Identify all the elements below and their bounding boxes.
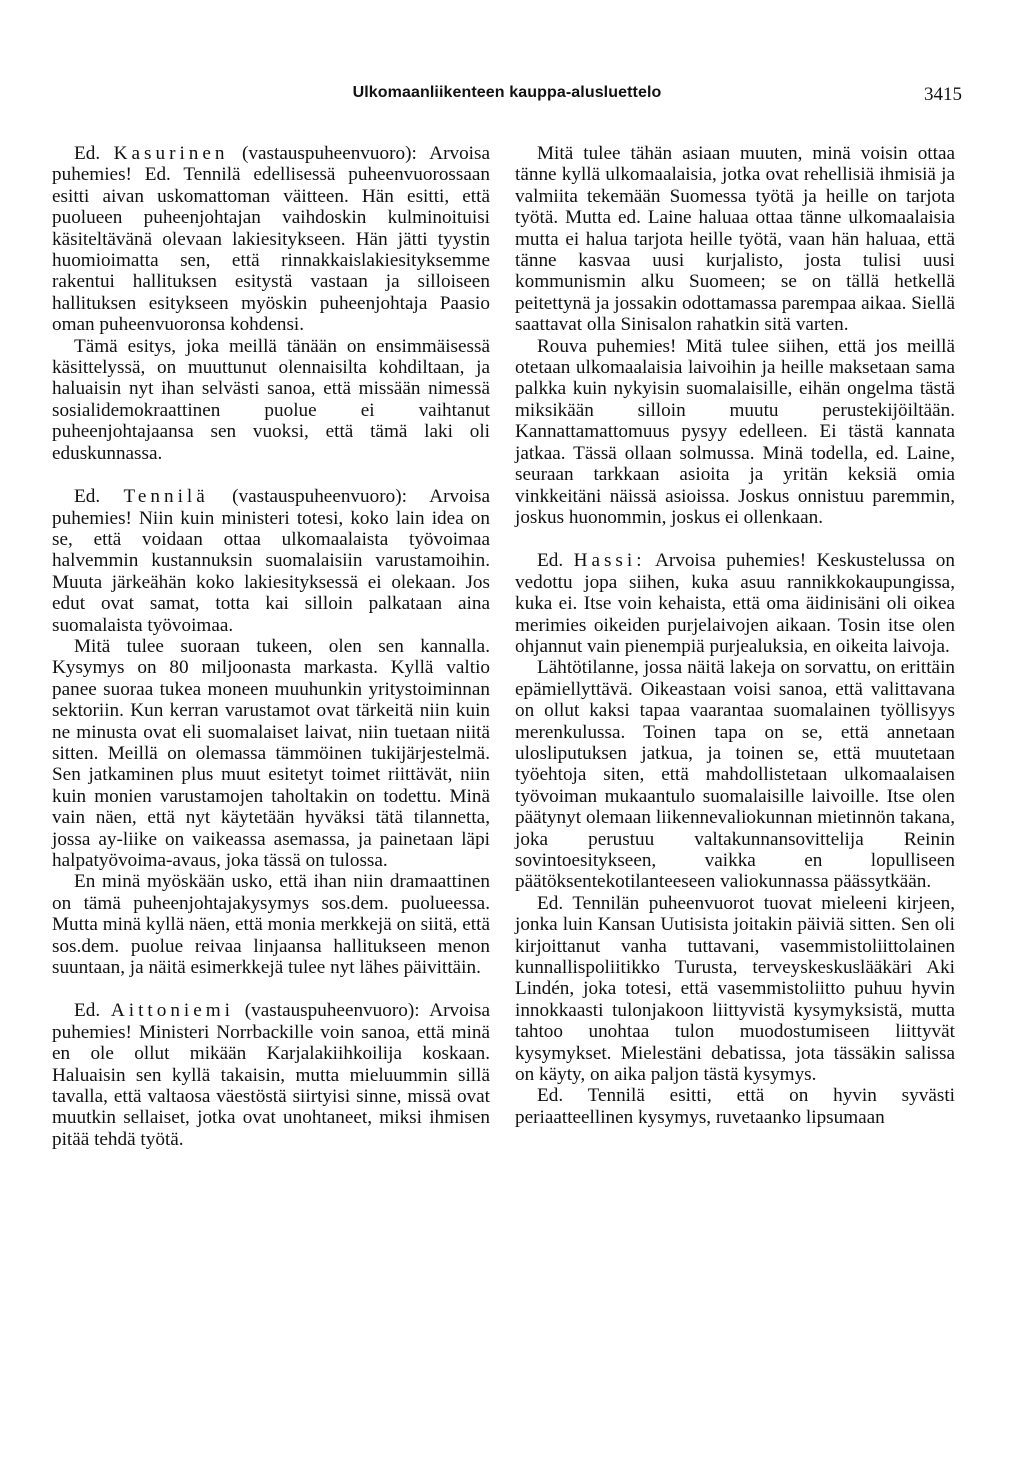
speech-kasurinen [52,143,490,336]
running-header [52,84,962,110]
speech-text: (vastauspuheenvuoro): Arvoisa puhemies! Ed. Tennilä edellisessä puheenvuorossaan esitti aivan uskomattoman väitteen. Hän esitti, että puolueen puheenjohtajan vaihdoskin kulminoituisi käsiteltävänä olevaan lakiesitykseen. Hän jätti tyystin huomioimatta sen, että rinnakkaislakiesityksemme rakentui hallituksen esitystä vastaan ja silloiseen hallituksen esitykseen myöskin puheenjohtaja Paasio oman puheenvuoronsa kohdensi. [52,143,490,336]
speaker-name: Kasurinen [113,143,229,164]
paragraph: Lähtötilanne, jossa näitä lakeja on sorvattu, on erittäin epämiellyttävä. Oikeastaan voisi sanoa, että valittavana on ollut kaksi tapaa vaarantaa suomalainen työllisyys merenkulussa. Toinen tapa on se, että annetaan ulosliputuksen jatkua, ja toinen se, että muutetaan työehtoja siten, että mahdollistetaan ulkomaalaisen työvoiman mukaantulo suomalaisille laivoille. Itse olen päätynyt olemaan liikennevaliokunnan mietinnön takana, joka perustuu valtakunnansovittelija Reinin sovintoesitykseen, vaikka en lopulliseen päätöksentekotilanteeseen valiokunnassa päässytkään. [515,657,955,893]
speaker-prefix: Ed. [74,486,124,508]
speaker-name: Hassi: [573,550,646,572]
speech-text: Arvoisa puhemies! Keskustelussa on vedottu jopa siihen, kuka asuu rannikkokaupungissa, kuka ei. Itse voin kehaista, että oma äidinisäni oli oikea merimies oikeiden purjelaivojen aikaan. Tosin itse olen ohjannut vain pienempiä purjealuksia, en oikeita laivoja. [515,550,955,657]
paragraph: Mitä tulee tähän asiaan muuten, minä voisin ottaa tänne kyllä ulkomaalaisia, jotka ovat rehellisiä ihmisiä ja valmiita tekemään Suomessa työtä ja heille on tarjota työtä. Mutta ed. Laine haluaa ottaa tänne ulkomaalaisia mutta ei halua tarjota heille työtä, vaan hän haluaa, että tänne kasvaa uusi kurjalisto, josta tulisi uusi kommunismin alku Suomeen; se on tällä hetkellä peitettynä ja jossakin odottamassa parempaa aikaa. Siellä saattavat olla Sinisalon rahatkin sitä varten. [515,143,955,336]
speech-hassi [515,550,955,657]
page-number: 3415 [924,84,962,105]
speaker-prefix: Ed. [537,550,574,572]
speech-aittoniemi [52,1000,490,1150]
speaker-prefix: Ed. [74,143,114,164]
paragraph: Tämä esitys, joka meillä tänään on ensimmäisessä käsittelyssä, on muuttunut olennaisilta kohdiltaan, ja haluaisin nyt ihan selvästi sanoa, että missään nimessä sosialidemokraattinen puolue ei vaihtanut puheenjohtajaansa sen vuoksi, että tämä laki oli eduskunnassa. [52,335,490,464]
paragraph: Ed. Tennilä esitti, että on hyvin syvästi periaatteellinen kysymys, ruvetaanko lipsumaan [515,1085,955,1128]
speaker-name: Aittoniemi [110,1000,235,1022]
speaker-name: Tennilä [123,486,209,508]
paragraph: Ed. Tennilän puheenvuorot tuovat mieleeni kirjeen, jonka luin Kansan Uutisista joitakin päiviä sitten. Sen oli kirjoittanut vanha tuttavani, vasemmistoliittolainen kunnallispoliitikko Turusta, terveyskeskuslääkäri Aki Lindén, joka totesi, että vasemmistoliitto puhuu hyvin innokkaasti tulonjakoon liittyvistä kysymyksistä, mutta tahtoo unohtaa tulon muodostumiseen liittyvät kysymykset. Mielestäni debatissa, jota tässäkin salissa on käyty, on aika paljon tästä kysymys. [515,892,955,1086]
speech-tennila [52,486,490,636]
speaker-prefix: Ed. [74,1000,111,1022]
paragraph: En minä myöskään usko, että ihan niin dramaattinen on tämä puheenjohtajakysymys sos.dem. puolueessa. Mutta minä kyllä näen, että monia merkkejä on siitä, että sos.dem. puolue reivaa linjaansa hallitukseen menon suuntaan, ja näitä esimerkkejä tulee nyt lähes päivittäin. [52,871,490,979]
speech-text: (vastauspuheenvuoro): Arvoisa puhemies! Ministeri Norrbackille voin sanoa, että minä en ole ollut mikään Karjalakiihkoilija koskaan. Haluaisin sen kyllä takaisin, mutta mieluummin sillä tavalla, että valtaosa väestöstä siirtyisi sinne, missä ovat muutkin sellaiset, jotka ovat unohtaneet, miksi ihmisen pitää tehdä työtä. [52,1000,490,1150]
paragraph: Rouva puhemies! Mitä tulee siihen, että jos meillä otetaan ulkomaalaisia laivoihin ja heille maksetaan sama palkka kuin nykyisin suomalaisille, eihän ongelma tästä miksikään silloin muutu perustekijöiltään. Kannattamattomuus pysyy edelleen. Ei tästä kannata jatkaa. Tässä ollaan solmussa. Minä todella, ed. Laine, seuraan tarkkaan asioita ja yritän keksiä omia vinkkeitäni näissä asioissa. Joskus onnistuu paremmin, joskus huonommin, joskus ei ollenkaan. [515,335,955,528]
paragraph: Mitä tulee suoraan tukeen, olen sen kannalla. Kysymys on 80 miljoonasta markasta. Kyllä valtio panee suoraa tukea moneen muuhunkin yritystoiminnan sektoriin. Kun kerran varustamot ovat tärkeitä niin kuin ne minusta ovat eli suomalaiset laivat, niin tuetaan niitä sitten. Meillä on olemassa tämmöinen tukijärjestelmä. Sen jatkaminen plus muut esitetyt toimet riittävät, niin kuin monien varustamojen taholtakin on todettu. Minä vain näen, että nyt käytetään hyväksi tätä tilannetta, jossa ay-liike on vaikeassa asemassa, ja painetaan läpi halpatyövoima-avaus, joka tässä on tulossa. [52,635,490,871]
speech-text: (vastauspuheenvuoro): Arvoisa puhemies! Niin kuin ministeri totesi, koko lain idea on se, että voidaan ottaa ulkomaalaista työvoimaa halvemmin kustannuksin suomalaisiin varustamoihin. Muuta järkeähän koko lakiesityksessä ei olekaan. Jos edut ovat samat, totta kai silloin palkataan aina suomalaista työvoimaa. [52,486,490,636]
left-column [52,143,490,1150]
running-title: Ulkomaanliikenteen kauppa-alusluettelo [352,84,662,101]
right-column [515,143,955,1128]
